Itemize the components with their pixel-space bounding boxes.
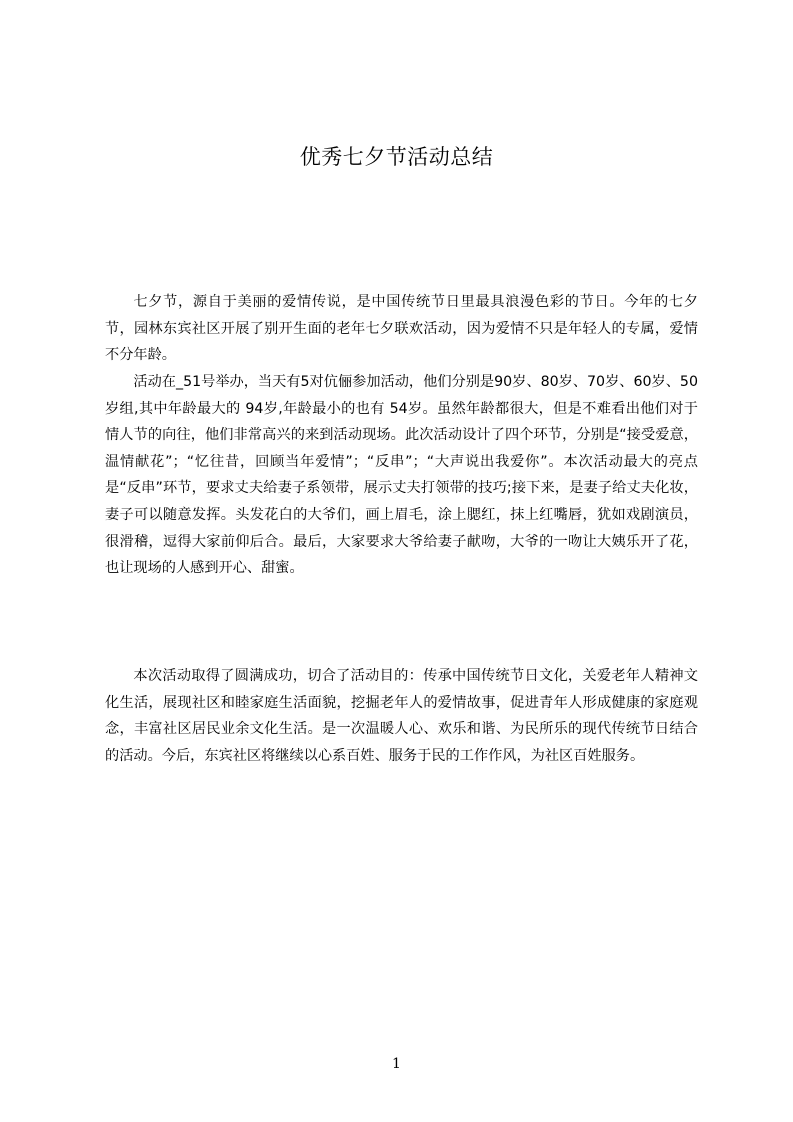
paragraph-intro: 七夕节，源自于美丽的爱情传说，是中国传统节日里最具浪漫色彩的节日。今年的七夕节，园林东宾社区开展了别开生面的老年七夕联欢活动，因为爱情不只是年轻人的专属，爱情不分年龄。 <box>105 294 698 364</box>
paragraph-activity: 活动在_51号举办，当天有5对伉俪参加活动，他们分别是90岁、80岁、70岁、60岁、50岁组,其中年龄最大的 94岁,年龄最小的也有 54岁。虽然年龄都很大，但是不难看出他们对于情人节的向往，他们非常高兴的来到活动现场。此次活动设计了四个环节，分别是“接受爱意，温情献花”；“忆往昔，回顾当年爱情”；“反串”；“大声说出我爱你”。本次活动最大的亮点是“反串”环节，要求丈夫给妻子系领带，展示丈夫打领带的技巧;接下来，是妻子给丈夫化妆，妻子可以随意发挥。头发花白的大爷们，画上眉毛，涂上腮红，抹上红嘴唇，犹如戏剧演员，很滑稽，逗得大家前仰后合。最后，大家要求大爷给妻子献吻，大爷的一吻让大姨乐开了花，也让现场的人感到开心、甜蜜。 <box>105 374 698 577</box>
page-number: 1 <box>392 1056 401 1072</box>
paragraph-conclusion: 本次活动取得了圆满成功，切合了活动目的：传承中国传统节日文化，关爱老年人精神文化生活，展现社区和睦家庭生活面貌，挖掘老年人的爱情故事，促进青年人形成健康的家庭观念，丰富社区居民业余文化生活。是一次温暖人心、欢乐和谐、为民所乐的现代传统节日结合的活动。今后，东宾社区将继续以心系百姓、服务于民的工作作风，为社区百姓服务。 <box>105 668 698 764</box>
document-title: 优秀七夕节活动总结 <box>299 145 494 169</box>
